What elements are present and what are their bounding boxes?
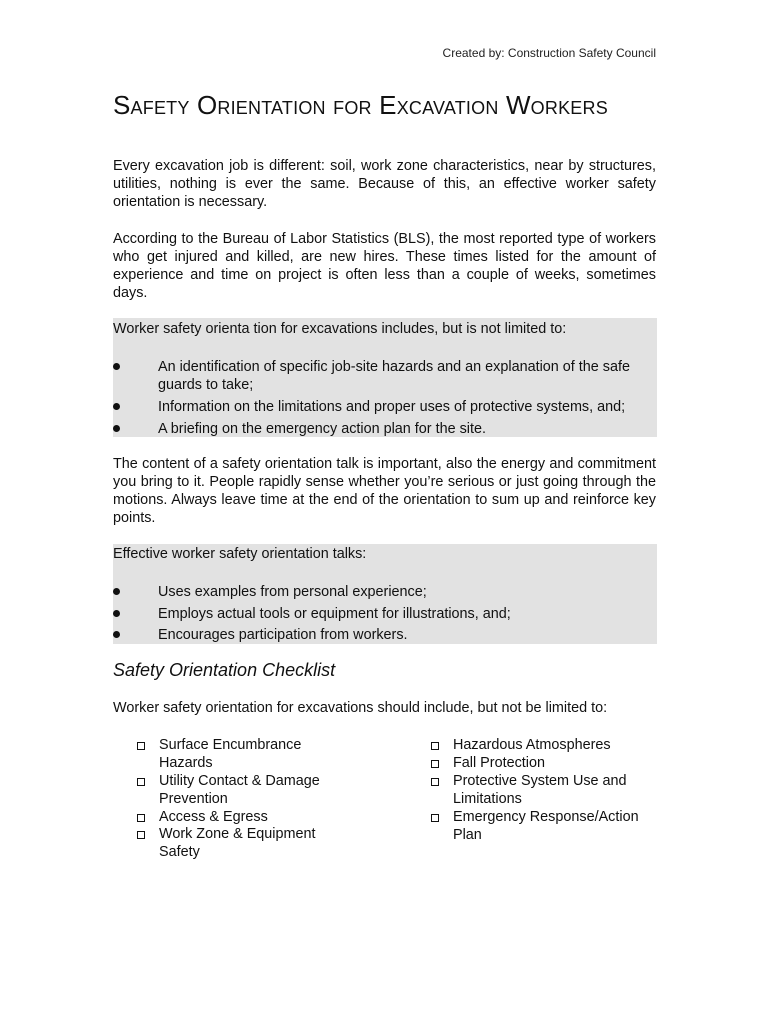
bullet-icon xyxy=(113,610,120,617)
bullet-icon xyxy=(113,588,120,595)
checklist-item-text: Work Zone & Equipment Safety xyxy=(159,826,316,860)
checklist-item-text: Surface Encumbrance Hazards xyxy=(159,737,302,771)
checkbox-icon xyxy=(431,778,439,786)
list-item-text: An identification of specific job-site hazards and an explanation of the safe guards to take; xyxy=(158,359,630,393)
checklist-item-text: Emergency Response/Action Plan xyxy=(453,809,639,843)
checklist-item-text: Utility Contact & Damage Prevention xyxy=(159,773,320,807)
bullet-icon xyxy=(113,403,120,410)
list-item-text: Encourages participation from workers. xyxy=(158,627,408,643)
box-intro: Effective worker safety orientation talks: xyxy=(113,546,367,562)
checkbox-icon xyxy=(431,742,439,750)
orientation-includes-box xyxy=(113,318,657,437)
checkbox-icon xyxy=(137,742,145,750)
checklist-item-text: Fall Protection xyxy=(453,755,545,771)
checklist-heading: Safety Orientation Checklist xyxy=(113,660,336,680)
list-item-text: Employs actual tools or equipment for illustrations, and; xyxy=(158,606,511,622)
checklist-item-text: Access & Egress xyxy=(159,809,268,825)
list-item-text: Information on the limitations and proper uses of protective systems, and; xyxy=(158,399,626,415)
checkbox-icon xyxy=(137,814,145,822)
bullet-icon xyxy=(113,425,120,432)
content-paragraph: The content of a safety orientation talk is important, also the energy and commitment you bring to it. People rapidly sense whether you’re serious or just going through the motions. Always leave time at the end of the orientation to sum up and reinforce key points. xyxy=(113,456,656,526)
checklist-item-text: Hazardous Atmospheres xyxy=(453,737,611,753)
bls-paragraph: According to the Bureau of Labor Statistics (BLS), the most reported type of workers who get injured and killed, are new hires. These times listed for the amount of experience and time on project is often less than a couple of weeks, sometimes days. xyxy=(113,231,656,301)
checkbox-icon xyxy=(431,760,439,768)
bullet-icon xyxy=(113,631,120,638)
checkbox-icon xyxy=(431,814,439,822)
bullet-icon xyxy=(113,363,120,370)
checklist-intro: Worker safety orientation for excavations should include, but not be limited to: xyxy=(113,700,608,716)
header-credit: Created by: Construction Safety Council xyxy=(442,46,656,60)
checkbox-icon xyxy=(137,778,145,786)
page-title: Safety Orientation for Excavation Workers xyxy=(113,90,608,120)
effective-talks-box xyxy=(113,544,657,644)
checkbox-icon xyxy=(137,831,145,839)
box-intro: Worker safety orienta tion for excavations includes, but is not limited to: xyxy=(113,321,567,337)
checklist-item-text: Protective System Use and Limitations xyxy=(453,773,627,807)
intro-paragraph: Every excavation job is different: soil, work zone characteristics, near by structures, utilities, nothing is ever the same. Because of this, an effective worker safety orientation is necessary. xyxy=(113,158,656,210)
list-item-text: Uses examples from personal experience; xyxy=(158,584,427,600)
list-item-text: A briefing on the emergency action plan for the site. xyxy=(158,421,486,437)
